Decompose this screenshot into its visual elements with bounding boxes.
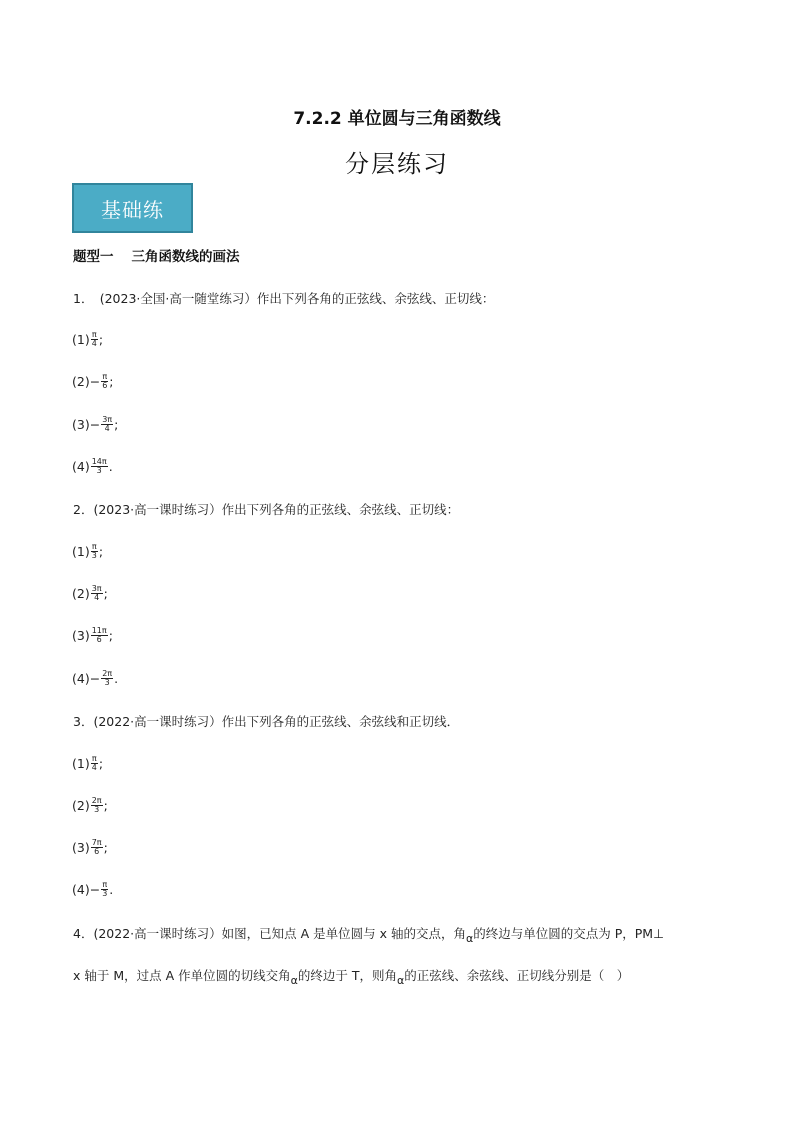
q3-item-4 bbox=[72, 881, 113, 898]
item-number: (2) bbox=[72, 374, 90, 389]
item-end: ; bbox=[103, 798, 108, 813]
fraction-numerator: 2π bbox=[91, 796, 102, 805]
item-number: (3) bbox=[72, 417, 90, 432]
level-badge: 基础练 bbox=[72, 183, 193, 233]
question-2-stem: 2．(2023·高一课时练习）作出下列各角的正弦线、余弦线、正切线： bbox=[73, 502, 460, 517]
fraction-numerator: π bbox=[91, 754, 97, 763]
fraction-numerator: 2π bbox=[102, 669, 113, 678]
item-number: (1) bbox=[72, 544, 90, 559]
alpha-symbol: α bbox=[290, 974, 298, 987]
fraction-denominator: 6 bbox=[94, 847, 100, 856]
q3-item-1 bbox=[72, 755, 103, 772]
item-number: (2) bbox=[72, 798, 90, 813]
q3-item-2 bbox=[72, 797, 108, 814]
angle-fraction bbox=[101, 881, 108, 898]
angle-fraction bbox=[91, 331, 98, 348]
fraction-numerator: 3π bbox=[102, 415, 113, 424]
q1-item-3 bbox=[72, 416, 118, 433]
q3-item-3 bbox=[72, 839, 108, 856]
q2-item-4 bbox=[72, 670, 118, 687]
section-name: 三角函数线的画法 bbox=[131, 249, 240, 265]
angle-fraction bbox=[91, 755, 98, 772]
item-end: . bbox=[109, 882, 114, 897]
question-1-stem: 1． (2023·全国·高一随堂练习）作出下列各角的正弦线、余弦线、正切线： bbox=[73, 291, 495, 306]
item-end: ; bbox=[98, 332, 104, 347]
item-number: (4) bbox=[72, 882, 90, 897]
fraction-numerator: π bbox=[91, 330, 97, 339]
fraction-denominator: 4 bbox=[91, 763, 97, 772]
item-end: ; bbox=[103, 840, 108, 855]
item-number: (4) bbox=[72, 671, 90, 686]
q4-line2-b: 的终边于 T，则角 bbox=[297, 968, 398, 983]
fraction-numerator: π bbox=[102, 372, 108, 381]
item-sign: − bbox=[89, 671, 101, 686]
question-3-stem: 3．(2022·高一课时练习）作出下列各角的正弦线、余弦线和正切线． bbox=[73, 714, 460, 729]
angle-fraction bbox=[91, 627, 108, 644]
fraction-denominator: 4 bbox=[91, 339, 97, 348]
angle-fraction bbox=[91, 839, 103, 856]
fraction-denominator: 4 bbox=[94, 593, 100, 602]
angle-fraction bbox=[91, 797, 103, 814]
item-end: ; bbox=[98, 756, 104, 771]
item-end: ; bbox=[114, 417, 119, 432]
angle-fraction bbox=[91, 585, 103, 602]
item-end: ; bbox=[108, 628, 113, 643]
q4-line2-c: 的正弦线、余弦线、正切线分别是（ ） bbox=[404, 968, 630, 983]
fraction-numerator: 3π bbox=[91, 584, 102, 593]
q1-item-4 bbox=[72, 458, 113, 475]
document-title: 7.2.2 单位圆与三角函数线 bbox=[293, 109, 501, 129]
q4-line2-a: x 轴于 M，过点 A 作单位圆的切线交角 bbox=[73, 968, 291, 983]
fraction-numerator: 14π bbox=[91, 457, 107, 466]
fraction-denominator: 3 bbox=[96, 466, 102, 475]
q2-item-3 bbox=[72, 627, 113, 644]
angle-fraction bbox=[91, 543, 98, 560]
fraction-numerator: 7π bbox=[91, 838, 102, 847]
item-sign: − bbox=[89, 882, 101, 897]
item-end: ; bbox=[109, 374, 114, 389]
item-end: . bbox=[114, 671, 119, 686]
item-end: ; bbox=[103, 586, 108, 601]
angle-fraction bbox=[91, 458, 108, 475]
item-end: . bbox=[108, 459, 113, 474]
item-end: ; bbox=[98, 544, 104, 559]
item-sign: − bbox=[89, 374, 101, 389]
alpha-symbol: α bbox=[465, 932, 474, 945]
q1-item-2 bbox=[72, 373, 114, 390]
section-heading bbox=[73, 245, 240, 265]
item-number: (1) bbox=[72, 756, 90, 771]
fraction-denominator: 6 bbox=[96, 635, 102, 644]
item-sign: − bbox=[89, 417, 101, 432]
item-number: (3) bbox=[72, 840, 90, 855]
q4-line1-b: 的终边与单位圆的交点为 P，PM⊥ bbox=[473, 926, 664, 941]
item-number: (1) bbox=[72, 332, 90, 347]
fraction-denominator: 6 bbox=[102, 381, 108, 390]
fraction-numerator: π bbox=[102, 880, 108, 889]
document-subtitle: 分层练习 bbox=[345, 150, 449, 178]
fraction-denominator: 3 bbox=[104, 678, 110, 687]
item-number: (3) bbox=[72, 628, 90, 643]
q2-item-2 bbox=[72, 585, 108, 602]
q2-item-1 bbox=[72, 543, 103, 560]
q4-line1-a: 4．(2022·高一课时练习）如图，已知点 A 是单位圆与 x 轴的交点，角 bbox=[73, 926, 466, 941]
question-4-line-1 bbox=[73, 924, 664, 945]
section-label: 题型一 bbox=[73, 249, 114, 265]
q1-item-1 bbox=[72, 331, 103, 348]
fraction-denominator: 3 bbox=[91, 551, 97, 560]
item-number: (4) bbox=[72, 459, 90, 474]
fraction-denominator: 4 bbox=[104, 424, 110, 433]
angle-fraction bbox=[101, 373, 108, 390]
angle-fraction bbox=[101, 670, 113, 687]
angle-fraction bbox=[101, 416, 113, 433]
fraction-denominator: 3 bbox=[102, 889, 108, 898]
question-4-line-2 bbox=[73, 966, 630, 987]
fraction-numerator: 11π bbox=[91, 626, 107, 635]
fraction-denominator: 3 bbox=[94, 805, 100, 814]
alpha-symbol: α bbox=[397, 974, 405, 987]
item-number: (2) bbox=[72, 586, 90, 601]
fraction-numerator: π bbox=[91, 542, 97, 551]
